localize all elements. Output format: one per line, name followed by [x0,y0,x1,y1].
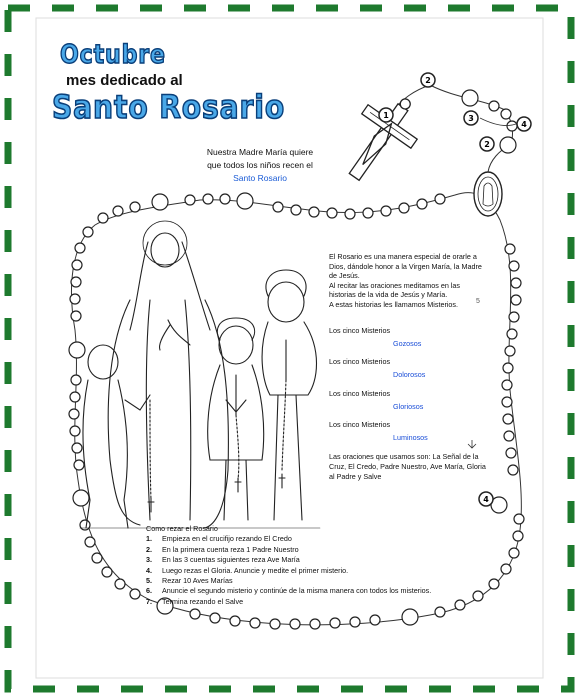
oraciones-text: Las oraciones que usamos son: La Señal de la Cruz, El Credo, Padre Nuestro, Ave María, Gloria al Padre y Salve [329,452,486,481]
como-rezar-section [146,524,446,607]
mystery-name: Dolorosos [393,370,426,379]
step-item: 2. En la primera cuenta reza 1 Padre Nuestro [146,544,299,554]
intro-text [170,146,350,185]
title-santo-rosario: Santo Rosario [52,88,286,126]
step-item: 1. Empieza en el crucifijo rezando El Credo [146,534,292,544]
mystery-gozosos [329,326,479,348]
mystery-dolorosos [329,357,479,379]
bead-marker: 2 [425,76,431,85]
mystery-name: Luminosos [393,433,428,442]
como-rezar-steps [146,534,446,607]
title-subtitle: mes dedicado al [66,72,183,89]
como-rezar-heading: Como rezar el Rosario [146,524,218,533]
bead-marker: 4 [483,495,489,504]
step-item: 3. En las 3 cuentas siguientes reza Ave María [146,555,300,565]
bead-marker: 2 [484,140,490,149]
mystery-label: Los cinco Misterios [329,420,391,429]
mystery-name: Gozosos [393,339,422,348]
step-item: 7. Termina rezando el Salve [146,596,244,606]
intro-line-1: Nuestra Madre María quiere [206,147,314,157]
mystery-luminosos [329,420,479,442]
intro-line-2: que todos los niños recen el [207,160,313,170]
title-octubre: Octubre [60,40,166,70]
rosary-paragraph-2: Al recitar las oraciones meditamos en las historias de la vida de Jesús y María. [329,280,461,300]
mystery-name: Gloriosos [393,402,424,411]
intro-highlight: Santo Rosario [233,173,287,183]
step-item: 5. Rezar 10 Aves Marías [146,576,233,586]
rosary-paragraph-3: A estas historias les llamamos Misterios. [329,299,459,309]
bead-marker: 1 [383,111,389,120]
step-item: 4. Luego rezas el Gloria. Anuncie y medite el primer misterio. [146,565,349,575]
step-item: 6. Anuncie el segundo misterio y continúe de la misma manera con todos los misterios. [146,586,432,596]
mystery-label: Los cinco Misterios [329,357,391,366]
mystery-gloriosos [329,389,479,411]
rosary-description [329,252,487,310]
mystery-label: Los cinco Misterios [329,389,391,398]
bead-marker: 4 [521,120,527,129]
rosary-paragraph-1: El Rosario es una manera especial de orarle a Dios, dándole honor a la Virgen María, la Madre de Jesús. [329,252,482,281]
bracket-number: 5 [476,298,480,305]
bead-marker: 3 [468,114,474,123]
mystery-label: Los cinco Misterios [329,326,391,335]
